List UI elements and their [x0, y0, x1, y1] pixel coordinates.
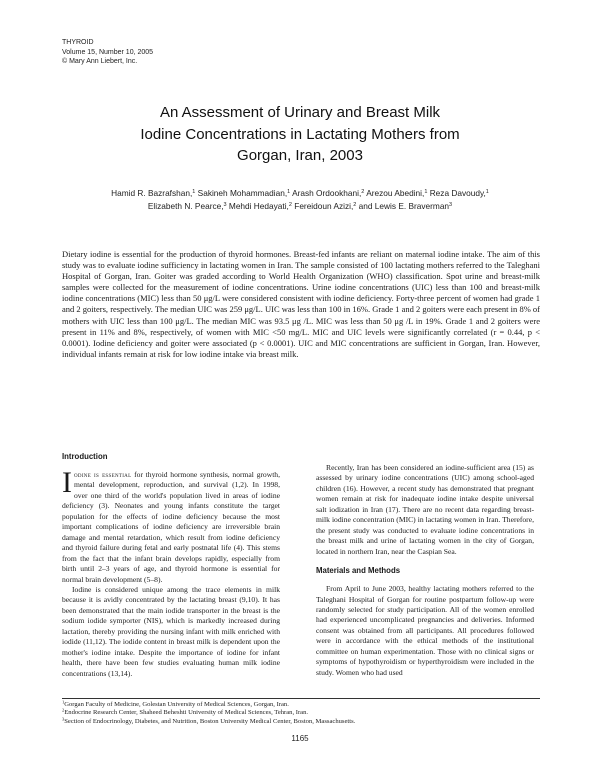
footnote-mark: 1 — [62, 699, 65, 705]
author-affiliation-mark: 3 — [223, 201, 227, 208]
footnote-divider — [62, 698, 540, 699]
introduction-paragraph-3: Recently, Iran has been considered an iodine-sufficient area (15) as assessed by urinary iodine concentrations (UIC) among school-aged children (16). However, a recent study has demonstrated that pregnant women remain at risk for inadequate iodine intake despite universal salt iodization in Iran (17). There are no recent data regarding breast-milk iodine concentration (MIC) in lactating women in Iran. Therefore, the present study was conducted to evaluate iodine concentrations in the breast milk and urine of lactating women in the city of Gorgan, located in northern Iran, near the Caspian Sea. — [316, 463, 534, 556]
journal-name: THYROID — [62, 39, 94, 46]
author-affiliation-mark: 1 — [485, 189, 489, 195]
author-affiliation-mark: 1 — [287, 189, 291, 195]
author-affiliation-mark: 1 — [192, 189, 196, 195]
author-affiliation-mark: 2 — [361, 189, 365, 195]
author-name: Mehdi Hedayati, — [228, 200, 289, 211]
author-name: Elizabeth N. Pearce, — [147, 200, 224, 211]
introduction-paragraph-1-text: for thyroid hormone synthesis, normal growth, mental development, reproduction, and survival (1,2). In 1998, over one third of the world's population lived in areas of iodine deficiency (3). Neonates and young infants constitute the target population for the effects of iodine deficiency because the most important complications of iodine deficiency are irreversible brain damage and mental retardation, which result from iodine deficiency and thyroid failure during fetal and early postnatal life (4). This stems from the fact that the infant brain develops rapidly, especially from birth until 2–3 years of age, and thyroid hormone is essential for normal brain development (5–8). — [62, 470, 281, 584]
author-name: Hamid R. Bazrafshan, — [111, 188, 193, 198]
introduction-paragraph-2: Iodine is considered unique among the trace elements in milk because it is avidly concentrated by the lactating breast (9,10). It has been demonstrated that the main iodide transporter in the breast is the sodium iodide symporter (NIS), which is markedly increased during lactation, thereby providing the nursing infant with milk enriched with iodide (11,12). The iodide content in breast milk is dependent upon the mother's iodine intake. Despite the importance of iodine for infant health, there have been few studies evaluating human milk iodine concentrations (13,14). — [62, 584, 280, 678]
methods-heading: Materials and Methods — [316, 566, 401, 576]
footnote — [62, 709, 540, 717]
article-title — [40, 102, 560, 167]
author-affiliation-mark: 2 — [353, 201, 357, 208]
journal-copyright: © Mary Ann Liebert, Inc. — [62, 58, 138, 65]
author-affiliation-mark: 2 — [288, 201, 292, 208]
drop-cap: I — [62, 466, 72, 499]
abstract: Dietary iodine is essential for the production of thyroid hormones. Breast-fed infants are reliant on maternal iodine intake. The aim of this study was to evaluate iodine sufficiency in lactating women in Iran. The sample consisted of 100 lactating mothers referred to the Taleghani Hospital of Gorgan, Iran. Goiter was graded according to World Health Organization (WHO) classification. Spot urine and breast-milk samples were collected for the measurement of iodine concentrations. Urine iodine concentrations (UIC) less than 100 and breast-milk iodine concentrations (MIC) less than 50 μg/L were considered consistent with iodine deficiency. Forty-three percent of women had grade 1 and 2 goiters, respectively. The median UIC was 259 μg/L. UIC was less than 100 in 16%. Grade 1 and 2 goiters were each present in 8% of mothers with UIC less than 100 μg/L. The median MIC was 93.5 μg /L. MIC was less than 50 μg /L in 19%. Grade 1 and 2 goiters were present in 11% and 8%, respectively, of women with MIC <50 mg/L. MIC and UIC levels were significantly correlated (r = 0.44, p < 0.0001). Iodine deficiency and goiter were associated (p < 0.0001). UIC and MIC concentrations are sufficient in Gorgan, Iran. However, individual infants remain at risk for low iodine intake via breast milk. — [62, 249, 540, 359]
author-name: Arezou Abedini, — [366, 188, 425, 198]
footnote-mark: 2 — [62, 707, 65, 713]
introduction-heading: Introduction — [62, 452, 108, 461]
journal-volume: Volume 15, Number 10, 2005 — [62, 48, 154, 56]
right-column — [316, 463, 534, 678]
author-line-2 — [40, 200, 560, 213]
author-name: Sakineh Mohammadian, — [197, 188, 288, 198]
footnote-text: Endocrine Research Center, Shaheed Beheshti University of Medical Sciences, Tehran, Iran. — [64, 709, 309, 717]
left-column — [62, 452, 280, 679]
introduction-paragraph-1 — [62, 466, 281, 585]
footnote — [62, 718, 540, 726]
title-line-2: Iodine Concentrations in Lactating Mothers from — [140, 125, 460, 143]
journal-header — [62, 38, 153, 67]
author-list — [40, 187, 560, 212]
lead-in-smallcaps: odine is essential — [74, 470, 132, 479]
author-name: and Lewis E. Braverman — [358, 200, 450, 211]
author-name: Fereidoun Azizi, — [294, 200, 354, 211]
author-line-1 — [40, 187, 560, 200]
affiliation-footnotes — [62, 701, 540, 726]
methods-paragraph-1: From April to June 2003, healthy lactating mothers referred to the Taleghani Hospital of Gorgan for routine postpartum follow-up were randomly selected for study participation. All of the women enrolled had experienced uncomplicated pregnancies and deliveries. Informed consent was obtained from all participants. All procedures followed were in accordance with the ethical methods of the institutional committee on human experimentation. Those with no clinical signs or symptoms of hypothyroidism or hyperthyroidism were included in the study. Women who had used — [316, 584, 534, 677]
footnote-text: Gorgan Faculty of Medicine, Golestan University of Medical Sciences, Gorgan, Iran. — [64, 701, 289, 708]
author-name: Reza Davoudy, — [429, 188, 486, 198]
page-number: 1165 — [291, 734, 309, 743]
footnote-text: Section of Endocrinology, Diabetes, and Nutrition, Boston University Medical Center, Boston, Massachusetts. — [64, 717, 356, 725]
author-affiliation-mark: 1 — [424, 189, 428, 195]
author-affiliation-mark: 3 — [449, 201, 453, 208]
title-line-3: Gorgan, Iran, 2003 — [237, 147, 363, 164]
footnote-mark: 3 — [62, 716, 65, 722]
title-line-1: An Assessment of Urinary and Breast Milk — [159, 104, 441, 121]
author-name: Arash Ordookhani, — [292, 188, 362, 198]
